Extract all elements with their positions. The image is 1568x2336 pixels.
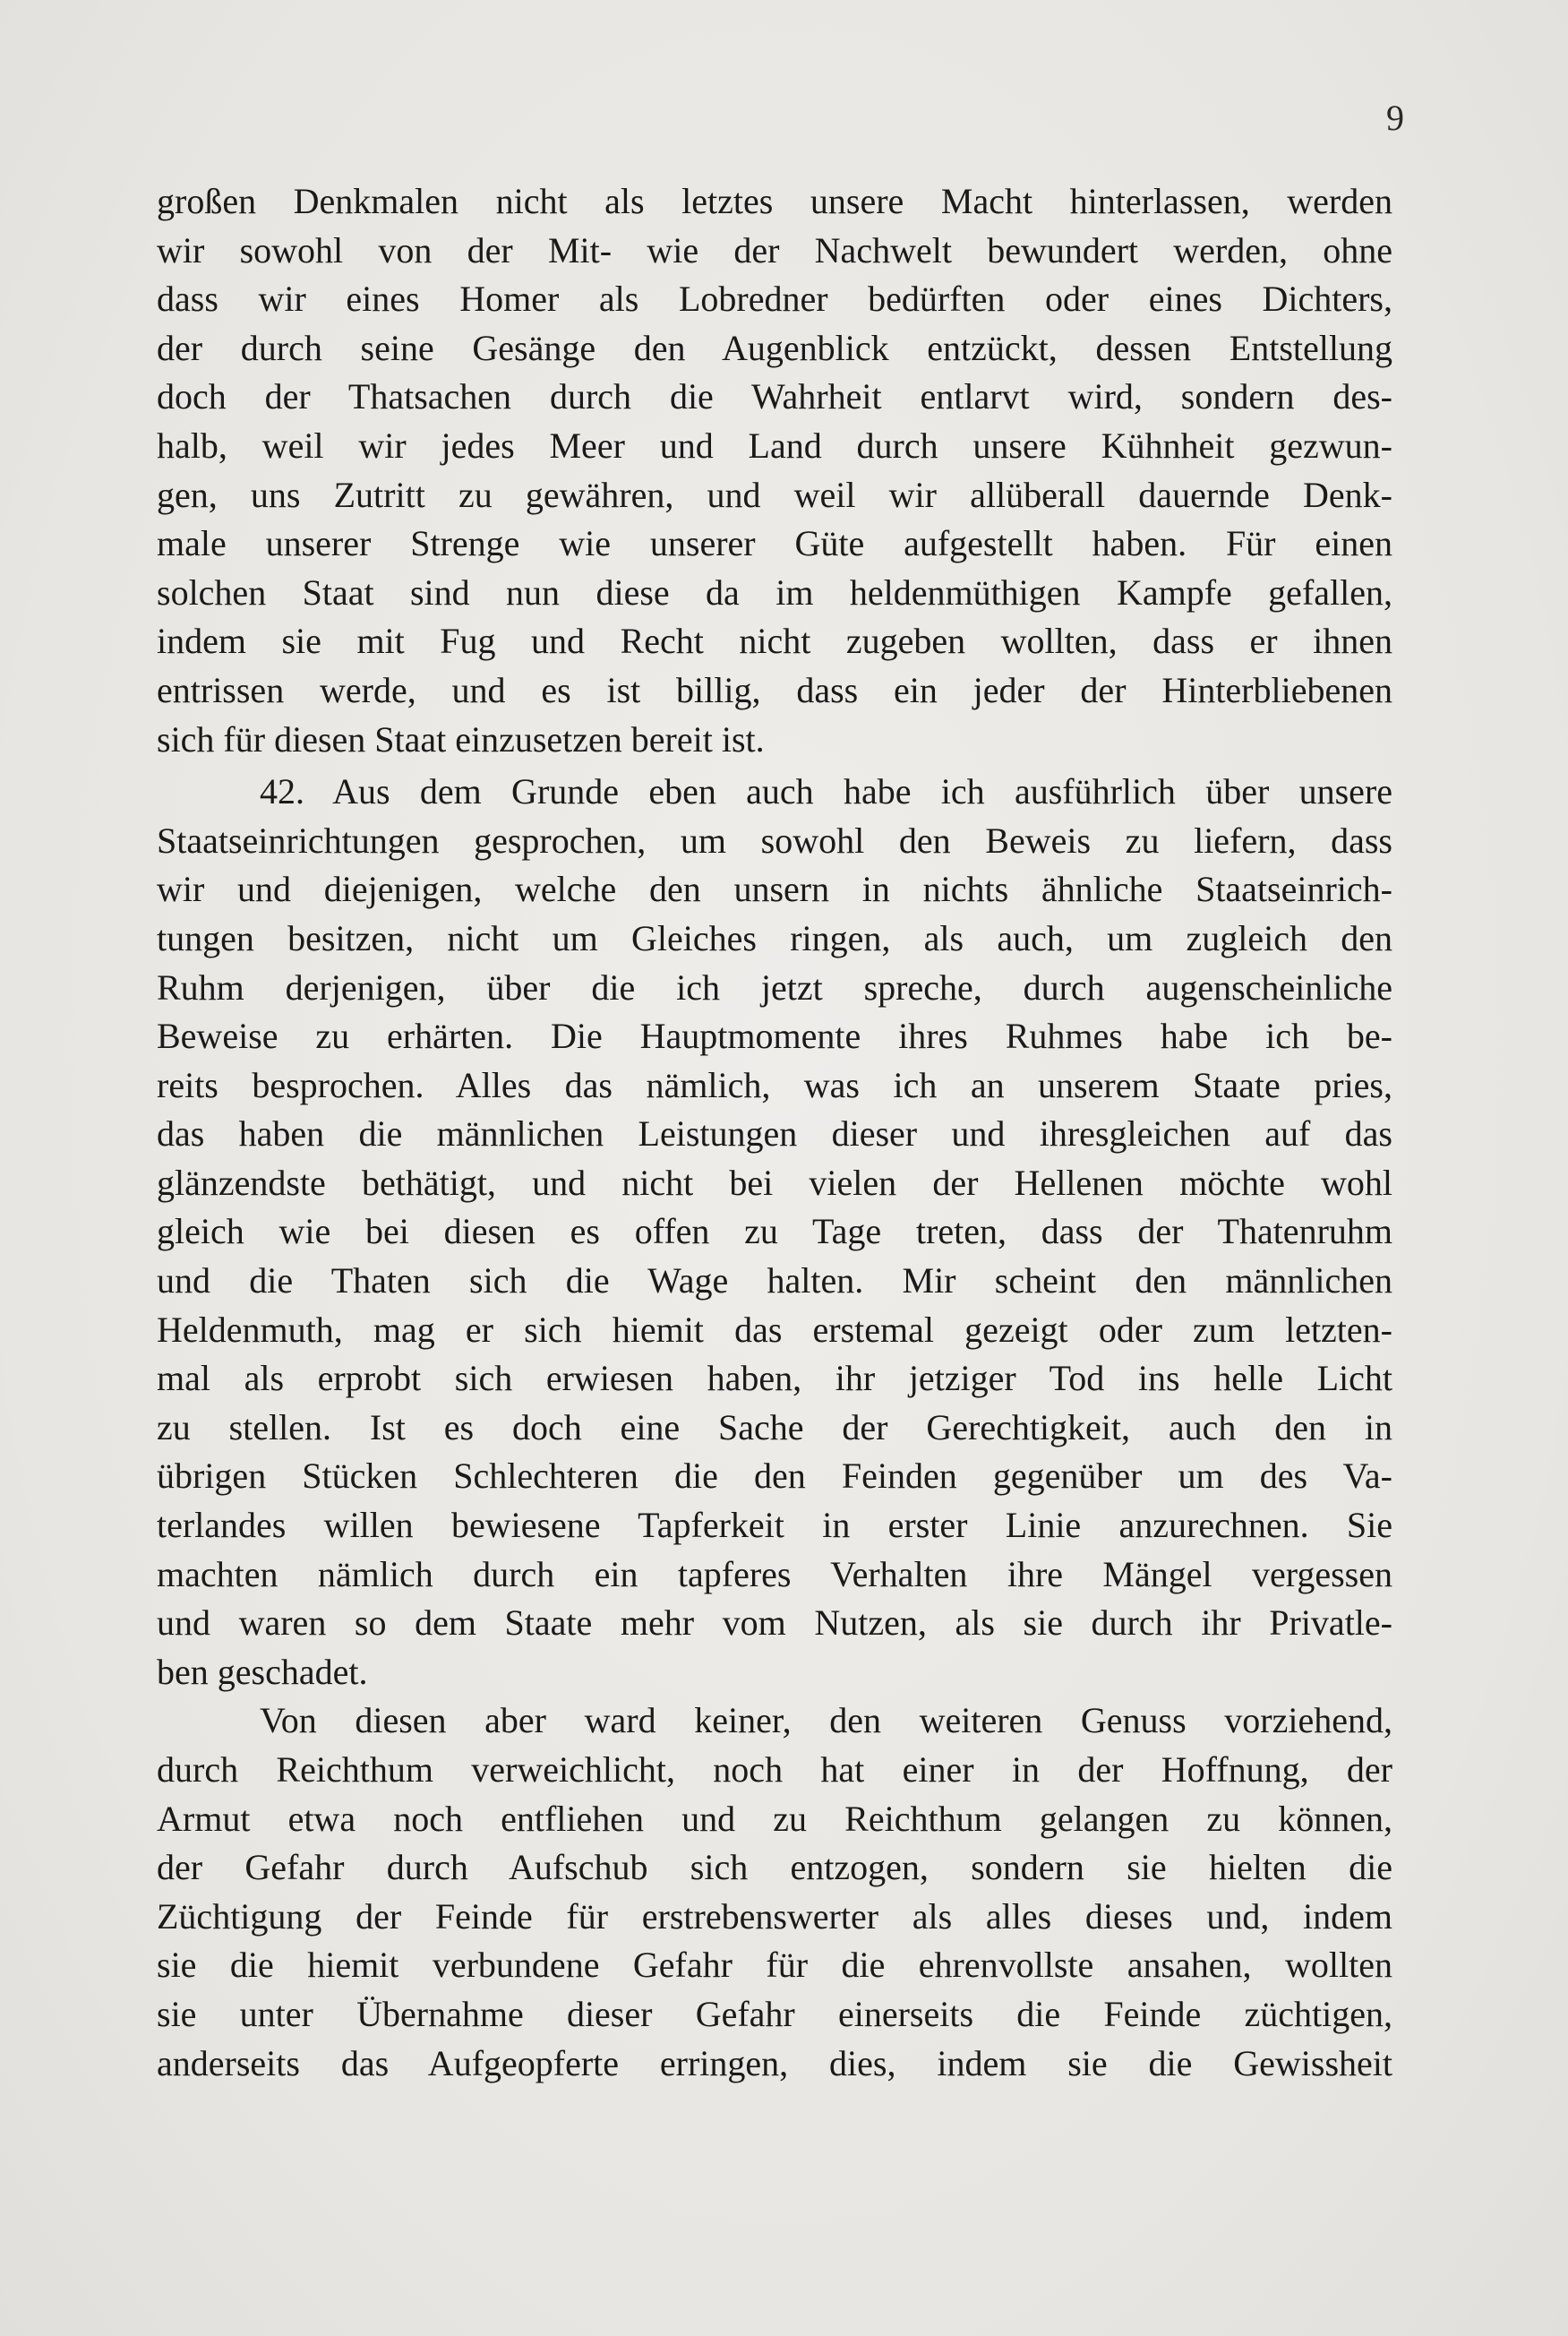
text-line: reits besprochen. Alles das nämlich, was ich an unserem Staate pries, — [157, 1064, 1392, 1105]
text-line: der Gefahr durch Aufschub sich entzogen, sondern sie hielten die — [157, 1847, 1392, 1888]
text-line: solchen Staat sind nun diese da im heldenmüthigen Kampfe gefallen, — [157, 571, 1392, 613]
paragraph-1 — [157, 177, 1392, 764]
text-line: 42. Aus dem Grunde eben auch habe ich ausführlich über unsere — [260, 771, 1392, 812]
text-line: Ruhm derjenigen, über die ich jetzt spreche, durch augenscheinliche — [157, 966, 1392, 1008]
text-line: entrissen werde, und es ist billig, dass ein jeder der Hinterbliebenen — [157, 669, 1392, 710]
text-line: der durch seine Gesänge den Augenblick entzückt, dessen Entstellung — [157, 327, 1392, 368]
text-line: Heldenmuth, mag er sich hiemit das erstemal gezeigt oder zum letzten- — [157, 1309, 1392, 1350]
text-line: sie die hiemit verbundene Gefahr für die ehrenvollste ansahen, wollten — [157, 1945, 1392, 1986]
text-line: das haben die männlichen Leistungen dieser und ihresgleichen auf das — [157, 1113, 1392, 1155]
text-line: zu stellen. Ist es doch eine Sache der Gerechtigkeit, auch den in — [157, 1406, 1392, 1447]
text-line: machten nämlich durch ein tapferes Verhalten ihre Mängel vergessen — [157, 1553, 1392, 1594]
text-line: indem sie mit Fug und Recht nicht zugeben wollten, dass er ihnen — [157, 621, 1392, 662]
text-line: wir sowohl von der Mit- wie der Nachwelt bewundert werden, ohne — [157, 229, 1392, 271]
text-line: Züchtigung der Feinde für erstrebenswerter als alles dieses und, indem — [157, 1895, 1392, 1937]
text-line: und waren so dem Staate mehr vom Nutzen, als sie durch ihr Privatle- — [157, 1602, 1392, 1644]
text-line: sich für diesen Staat einzusetzen bereit ist. — [157, 718, 765, 760]
text-line: Staatseinrichtungen gesprochen, um sowohl den Beweis zu liefern, dass — [157, 820, 1392, 861]
text-line: ben geschadet. — [157, 1651, 368, 1692]
text-line: terlandes willen bewiesene Tapferkeit in erster Linie anzurechnen. Sie — [157, 1505, 1392, 1546]
text-line: halb, weil wir jedes Meer und Land durch unsere Kühnheit gezwun- — [157, 425, 1392, 466]
text-line: gleich wie bei diesen es offen zu Tage treten, dass der Thatenruhm — [157, 1211, 1392, 1252]
text-line: wir und diejenigen, welche den unsern in nichts ähnliche Staatseinrich- — [157, 869, 1392, 910]
text-line: durch Reichthum verweichlicht, noch hat einer in der Hoffnung, der — [157, 1749, 1392, 1790]
paragraph-2 — [157, 768, 1392, 1696]
body-text — [157, 177, 1392, 2088]
text-line: mal als erprobt sich erwiesen haben, ihr jetziger Tod ins helle Licht — [157, 1358, 1392, 1399]
text-line: und die Thaten sich die Wage halten. Mir scheint den männlichen — [157, 1260, 1392, 1301]
text-line: anderseits das Aufgeopferte erringen, dies, indem sie die Gewissheit — [157, 2042, 1392, 2083]
text-line: doch der Thatsachen durch die Wahrheit entlarvt wird, sondern des- — [157, 376, 1392, 417]
text-line: gen, uns Zutritt zu gewähren, und weil wir allüberall dauernde Denk- — [157, 474, 1392, 515]
text-line: übrigen Stücken Schlechteren die den Feinden gegenüber um des Va- — [157, 1456, 1392, 1497]
text-line: Von diesen aber ward keiner, den weiteren Genuss vorziehend, — [260, 1700, 1392, 1741]
text-line: sie unter Übernahme dieser Gefahr einerseits die Feinde züchtigen, — [157, 1993, 1392, 2034]
text-line: Armut etwa noch entfliehen und zu Reichthum gelangen zu können, — [157, 1798, 1392, 1839]
paragraph-3 — [157, 1696, 1392, 2088]
text-line: tungen besitzen, nicht um Gleiches ringen, als auch, um zugleich den — [157, 917, 1392, 958]
text-line: großen Denkmalen nicht als letztes unsere Macht hinterlassen, werden — [157, 181, 1392, 221]
page-number: 9 — [1386, 98, 1404, 138]
text-line: dass wir eines Homer als Lobredner bedürften oder eines Dichters, — [157, 279, 1392, 320]
text-line: Beweise zu erhärten. Die Hauptmomente ihres Ruhmes habe ich be- — [157, 1016, 1392, 1057]
text-line: glänzendste bethätigt, und nicht bei vielen der Hellenen möchte wohl — [157, 1162, 1392, 1203]
text-line: male unserer Strenge wie unserer Güte aufgestellt haben. Für einen — [157, 523, 1392, 564]
